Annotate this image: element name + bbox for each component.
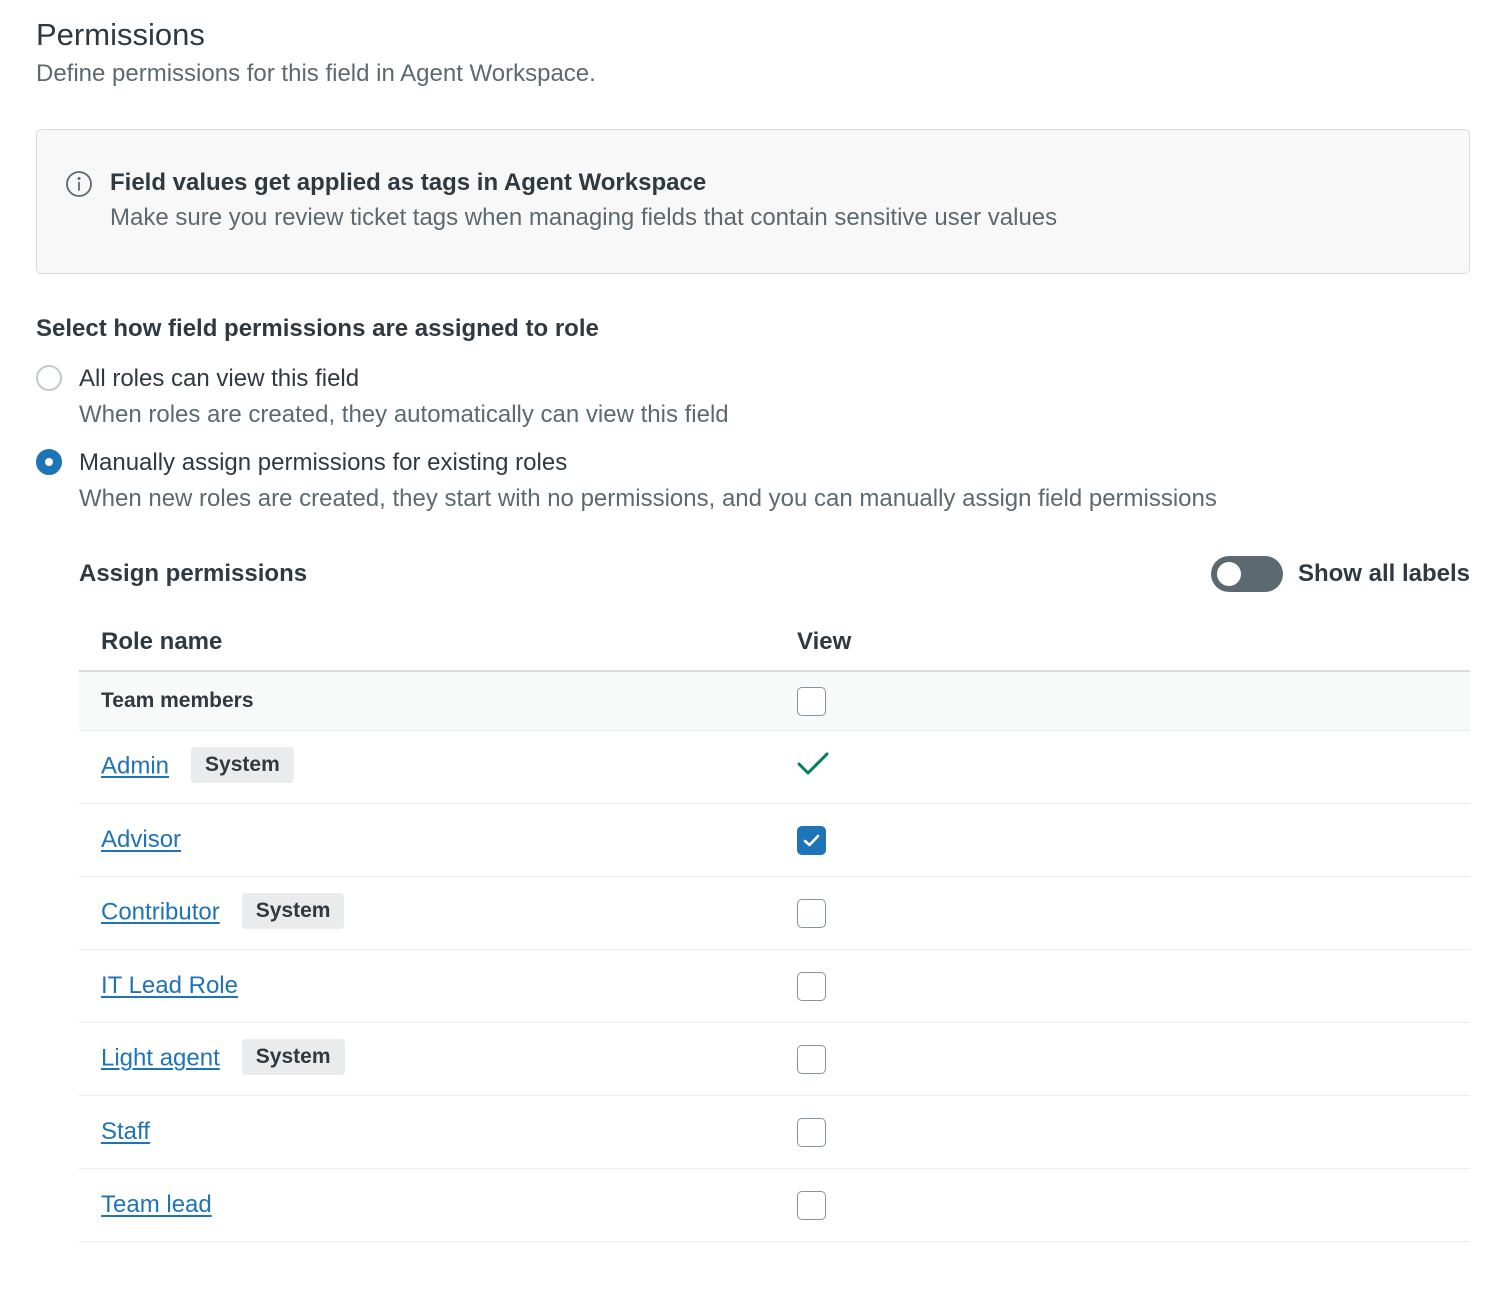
role-view-cell <box>797 1096 1470 1169</box>
assign-permissions-section <box>79 554 1470 1242</box>
info-notice <box>36 129 1470 274</box>
page-subtitle: Define permissions for this field in Agent Workspace. <box>36 60 596 87</box>
column-header-role-name: Role name <box>79 614 797 671</box>
column-header-view: View <box>797 614 1470 671</box>
toggle-switch[interactable] <box>1211 556 1283 592</box>
view-checkbox[interactable] <box>797 899 826 928</box>
system-tag: System <box>191 747 294 783</box>
radio-label: Manually assign permissions for existing roles <box>79 449 568 476</box>
table-row <box>79 877 1470 950</box>
role-name-cell <box>79 877 797 950</box>
role-view-cell <box>797 950 1470 1023</box>
role-name-cell <box>79 1023 797 1096</box>
assignment-mode-option[interactable] <box>36 362 1470 432</box>
table-row <box>79 731 1470 804</box>
role-link[interactable]: Contributor <box>101 898 220 926</box>
role-link[interactable]: Admin <box>101 752 170 780</box>
role-name-cell <box>79 1096 797 1169</box>
view-checkbox[interactable] <box>797 1118 826 1147</box>
roles-table-body <box>79 671 1470 1242</box>
role-view-cell <box>797 877 1470 950</box>
view-checkbox[interactable] <box>797 1045 826 1074</box>
role-name-cell <box>79 1169 797 1242</box>
info-icon <box>65 170 93 198</box>
radio-button[interactable] <box>36 449 62 475</box>
role-link[interactable]: Staff <box>101 1118 150 1145</box>
table-row <box>79 804 1470 877</box>
toggle-label: Show all labels <box>1297 560 1470 587</box>
table-row <box>79 1096 1470 1169</box>
toggle-knob <box>1217 562 1241 586</box>
radio-hint: When new roles are created, they start with no permissions, and you can manually assign field permissions <box>79 485 1217 512</box>
role-name-cell <box>79 950 797 1023</box>
table-header-row <box>79 614 1470 671</box>
group-label: Team members <box>79 671 797 731</box>
radio-label: All roles can view this field <box>79 365 360 392</box>
system-tag: System <box>242 893 345 929</box>
table-row <box>79 1023 1470 1096</box>
role-view-cell <box>797 731 1470 804</box>
radio-button[interactable] <box>36 365 62 391</box>
role-name-cell <box>79 731 797 804</box>
role-link[interactable]: Advisor <box>101 826 182 853</box>
role-link[interactable]: IT Lead Role <box>101 972 238 999</box>
radio-text <box>79 446 1217 516</box>
roles-table <box>79 614 1470 1242</box>
assign-permissions-header <box>79 554 1470 594</box>
group-view-checkbox[interactable] <box>797 687 826 716</box>
role-link[interactable]: Team lead <box>101 1191 212 1218</box>
check-icon <box>797 750 829 785</box>
assign-permissions-title: Assign permissions <box>79 560 308 587</box>
assignment-mode-radio-group <box>36 362 1470 516</box>
notice-content <box>110 166 1057 236</box>
view-checkbox[interactable] <box>797 826 826 855</box>
assignment-mode-heading: Select how field permissions are assigned to role <box>36 315 599 342</box>
role-view-cell <box>797 1023 1470 1096</box>
role-name-cell <box>79 804 797 877</box>
notice-title: Field values get applied as tags in Agent Workspace <box>110 169 707 196</box>
role-view-cell <box>797 1169 1470 1242</box>
checkmark-icon <box>803 833 820 848</box>
view-checkbox[interactable] <box>797 972 826 1001</box>
role-view-cell <box>797 804 1470 877</box>
role-link[interactable]: Light agent <box>101 1044 220 1072</box>
radio-text <box>79 362 729 432</box>
table-row <box>79 1169 1470 1242</box>
assignment-mode-option[interactable] <box>36 446 1470 516</box>
show-all-labels-toggle[interactable] <box>1211 556 1470 592</box>
radio-hint: When roles are created, they automatically can view this field <box>79 401 729 428</box>
view-checkbox[interactable] <box>797 1191 826 1220</box>
system-tag: System <box>242 1039 345 1075</box>
notice-body: Make sure you review ticket tags when managing fields that contain sensitive user values <box>110 204 1058 231</box>
page-title: Permissions <box>36 17 205 52</box>
group-view-cell <box>797 671 1470 731</box>
group-row-team-members <box>79 671 1470 731</box>
table-row <box>79 950 1470 1023</box>
